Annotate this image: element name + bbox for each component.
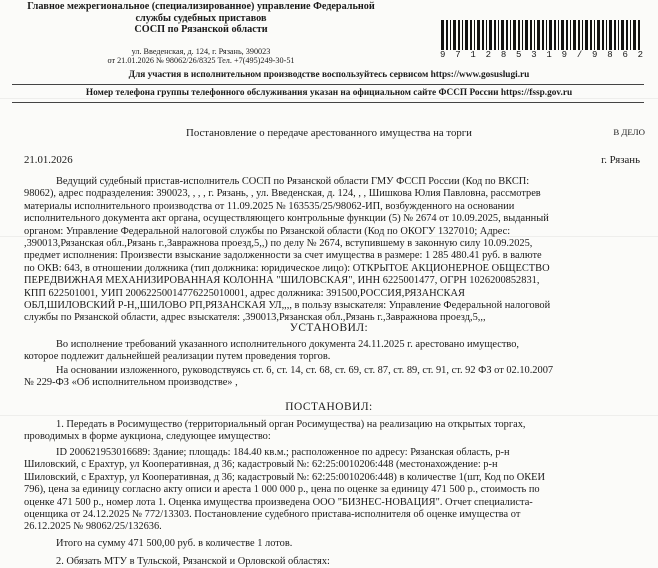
barcode-bar [630,20,631,50]
barcode-bar [537,20,540,50]
text-line: На основании изложенного, руководствуясь ст. 6, ст. 14, ст. 68, ст. 69, ст. 87, ст. 89, ст. 91, ст. 92 ФЗ от 02.10.2007 [56,365,554,376]
point-1 [24,419,636,444]
text-line: 98062), адрес подразделения: 390023, , , , г. Рязань, , ул. Введенская, д. 124, , , Шишкова Юлия Павловна, рассмотрев [24,188,541,200]
established-paragraph [24,339,636,364]
barcode-bar [590,20,592,50]
barcode-digit: 5 [516,50,522,60]
barcode-digit: 6 [622,50,628,60]
authority-address [0,47,402,65]
barcode-bar [489,20,492,50]
text-line: которое подлежит дальнейшей реализации путем проведения торгов. [24,351,331,363]
barcode-bar [549,20,552,50]
barcode-digit: 8 [500,50,507,60]
barcode-bar [558,20,559,50]
barcode-bar [582,20,583,50]
barcode-bar [494,20,496,50]
document-title: Постановление о передаче арестованного имущества на торги [186,127,472,139]
text-line: оценщика от 24.12.2025 № 772/13303. Постановление судебного пристава-исполнителя об оценке имущества от [24,509,521,521]
barcode-bar [573,20,576,50]
total-line [24,538,636,550]
barcode-digit: 9 [592,50,598,60]
address-line: от 21.01.2026 № 98062/26/8325 Тел. +7(495)249-30-51 [107,56,295,65]
barcode-digit: 1 [470,50,476,60]
barcode-bar [465,20,468,50]
divider [12,84,644,85]
barcode-bar [453,20,456,50]
text-line: Во исполнение требований указанного исполнительного документа 24.11.2025 г. арестовано имущество, [56,339,519,350]
text-line: предмет исполнения: Произвести взыскание задолженности за счет имущества в размере: 1 285 480.41 руб. в валюте [24,250,542,262]
text-line: ПЕРЕДВИЖНАЯ МЕХАНИЗИРОВАННАЯ КОЛОННА "ШИЛОВСКАЯ", ИНН 6225001477, ОГРН 1026200852831, [24,275,540,287]
barcode-bar [534,20,535,50]
text-line: 1. Передать в Росимущество (территориальный орган Росимущества) на реализацию на открытых торгах, [56,419,526,430]
barcode-bar [597,20,600,50]
barcode-digit: 8 [607,50,613,60]
barcode-bar [626,20,628,50]
barcode-bar [510,20,511,50]
text-line: проводимых в форме аукциона, следующее имущество: [24,431,271,443]
barcode-bar [602,20,604,50]
barcode-bar [606,20,607,50]
file-mark: В ДЕЛО [613,127,645,137]
barcode-bar [609,20,612,50]
barcode-bar [513,20,516,50]
barcode-bar [578,20,580,50]
org-line: Главное межрегиональное (специализированное) управление Федеральной [27,1,375,12]
barcode-bar [462,20,463,50]
text-line: органом: Управление Федеральной налоговой службы по Рязанской области (Код по ОКОГУ 1327010; Адрес: [24,225,511,237]
barcode [440,20,643,50]
text-line: по ОКВ: 643, в отношении должника (тип должника: юридическое лицо): ОТКРЫТОЕ АКЦИОНЕРНОЕ ОБЩЕСТВО [24,262,550,274]
gosuslugi-notice: Для участия в исполнительном производстве воспользуйтесь сервисом https://www.gosuslugi.ru [128,70,530,80]
barcode-bar [450,20,451,50]
barcode-bar [518,20,520,50]
property-description [24,447,636,534]
text-line: материалы исполнительного производства от 11.09.2025 № 163535/25/98062-ИП, возбужденного на основании [24,200,515,212]
barcode-bar [638,20,640,50]
barcode-bar [501,20,504,50]
barcode-bar [570,20,571,50]
intro-paragraph [24,176,636,325]
text-line: Ведущий судебный пристав-исполнитель СОСП по Рязанской области ГМУ ФССП России (Код по ВКСП: [56,176,530,187]
text-line: ID 200621953016689: Здание; площадь: 184.40 кв.м.; расположенное по адресу: Рязанская область, р-н [56,447,510,458]
barcode-bar [482,20,484,50]
barcode-bar [470,20,472,50]
document-date: 21.01.2026 [24,154,73,166]
barcode-bar [554,20,556,50]
address-line: ул. Введенская, д. 124, г. Рязань, 390023 [131,47,271,56]
barcode-bar [498,20,499,50]
barcode-digit: 2 [485,50,492,60]
org-line: СОСП по Рязанской области [134,24,268,35]
text-line: 26.12.2025 № 98062/25/132636. [24,521,162,533]
barcode-bar [542,20,544,50]
barcode-bar [633,20,636,50]
heading-decided: ПОСТАНОВИЛ: [285,401,373,413]
barcode-digits [440,50,643,60]
barcode-bar [614,20,616,50]
barcode-digit: 7 [455,50,461,60]
org-line: службы судебных приставов [135,12,267,24]
barcode-bar [474,20,475,50]
point-2 [24,556,636,568]
text-line: оценке 471 500 р., номер лота 1. Оценка имущества произведена ООО "БИЗНЕС-НОВАЦИЯ". Отчет специалиста- [24,496,533,508]
text-line: Итого на сумму 471 500,00 руб. в количестве 1 лотов. [56,538,293,549]
barcode-bar [546,20,547,50]
barcode-bar [566,20,568,50]
phone-notice: Номер телефона группы телефонного обслуживания указан на официальном сайте ФССП России https://fssp.gov.ru [85,88,573,98]
text-line: № 229-ФЗ «Об исполнительном производстве» , [24,377,238,389]
barcode-bar [594,20,595,50]
barcode-bar [530,20,532,50]
text-line: 796), цена за единицу согласно акту описи и ареста 1 000 000 р., цена по оценке за единицу 471 500 р., стоимость по [24,484,540,496]
barcode-bar [441,20,444,50]
barcode-bar [486,20,487,50]
text-line: 2. Обязать МТУ в Тульской, Рязанской и Орловской областях: [56,556,330,567]
legal-basis-paragraph [24,365,636,390]
text-line: Шиловский, с Ерахтур, ул Кооперативная, д 36; кадастровый №: 62:25:0010206:448) в количестве 1(шт, Код по ОКЕИ [24,471,546,483]
barcode-digit: 1 [546,50,552,60]
barcode-bar [561,20,564,50]
barcode-digit: 9 [561,50,568,60]
text-line: Шиловский, с Ерахтур, ул Кооперативная, д 36; кадастровый №: 62:25:0010206:448 (местонахождение: р-н [24,459,498,471]
barcode-digit: 3 [531,50,537,60]
barcode-bar [585,20,588,50]
text-line: ОБЛ,ШИЛОВСКИЙ Р-Н,,ШИЛОВО РП,РЯЗАНСКАЯ УЛ,,,, в пользу взыскателя: Управление Федеральной налоговой [24,300,551,312]
text-line: ,390013,Рязанская обл.,Рязань г.,Завражнова проезд,5,,) по делу № 2674, вступившему в законную силу 10.09.2025, [24,238,533,250]
barcode-bar [618,20,619,50]
text-line: исполнительного документа акт органа, осуществляющего контрольные функции (5) № 2674 от 10.09.2025, выданный [24,213,549,225]
barcode-digit: / [576,50,583,60]
barcode-bar [477,20,480,50]
barcode-digit: 2 [637,50,644,60]
document-city: г. Рязань [601,154,640,166]
barcode-bar [525,20,528,50]
barcode-bar [522,20,523,50]
barcode-bar [446,20,448,50]
text-line: КПП 622501001, УИП 20062250014776225010001, адрес должника: 391500,РОССИЯ,РЯЗАНСКАЯ [24,287,465,299]
barcode-digit: 9 [440,50,446,60]
barcode-bar [621,20,624,50]
barcode-bar [506,20,508,50]
divider [12,102,644,103]
text-line: службы по Рязанской области, адрес взыскателя: ,390013,Рязанская обл.,Рязань г.,Завражнова проезд,5,,, [24,312,486,324]
issuing-authority [0,1,402,36]
heading-established: УСТАНОВИЛ: [289,322,369,334]
barcode-bar [458,20,460,50]
